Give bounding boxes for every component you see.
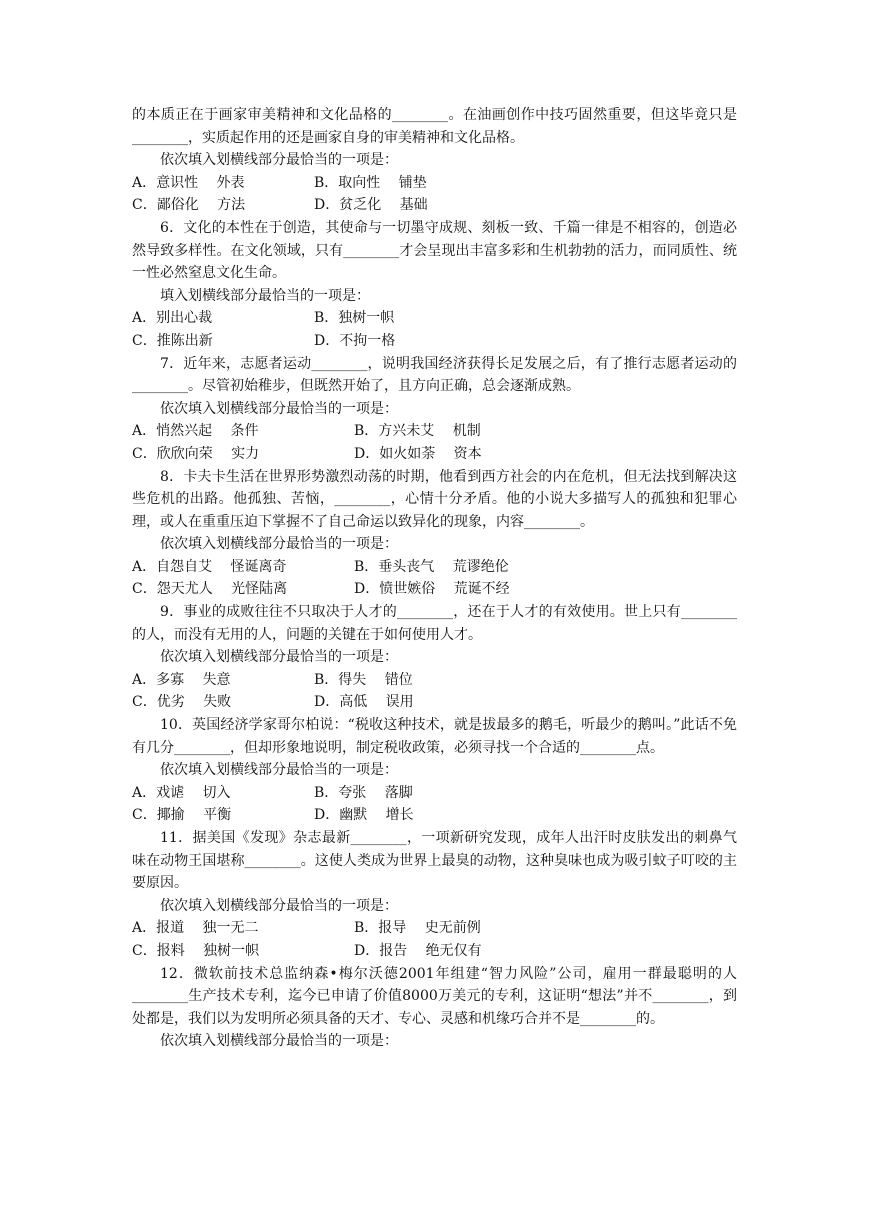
paragraph: 依次填入划横线部分最恰当的一项是： [160,897,398,914]
paragraph: 依次填入划横线部分最恰当的一项是： [160,649,398,666]
option-right: B．取向性 铺垫 [314,174,427,191]
paragraph: 的本质正在于画家审美精神和文化品格的________。在油画创作中技巧固然重要，但这毕竟只是________，实质起作用的还是画家自身的审美精神和文化品格。 [132,107,737,146]
option-row [132,782,737,805]
option-right: D．报告 绝无仅有 [354,942,482,959]
option-left: A．多寡 失意 [132,671,231,688]
option-left: C．优劣 失败 [132,694,232,711]
option-left: A．自怨自艾 怪诞离奇 [132,558,287,575]
option-right: B．得失 错位 [314,671,413,688]
option-left: A．别出心裁 [132,310,213,327]
paragraph: 6．文化的本性在于创造，其使命与一切墨守成规、刻板一致、千篇一律是不相容的，创造必然导致多样性。在文化领域，只有________才会呈现出丰富多彩和生机勃勃的活力，而同质性、统一性必然窒息文化生命。 [132,219,737,282]
option-left: C．鄙俗化 方法 [132,197,246,214]
paragraph: 10．英国经济学家哥尔柏说：“税收这种技术，就是拔最多的鹅毛，听最少的鹅叫。”此话不免有几分________，但却形象地说明，制定税收政策，必须寻找一个合适的________点。 [132,717,737,756]
option-right: B．垂头丧气 荒谬绝伦 [354,558,509,575]
option-row [132,940,737,963]
option-right: B．方兴未艾 机制 [354,423,481,440]
option-row [132,691,737,714]
option-left: A．戏谑 切入 [132,784,231,801]
paragraph: 7．近年来，志愿者运动________，说明我国经济获得长足发展之后，有了推行志愿者运动的________。尽管初始稚步，但既然开始了，且方向正确，总会逐渐成熟。 [132,355,737,395]
option-left: A．意识性 外表 [132,174,245,191]
document-content [132,104,737,1053]
option-row [132,804,737,827]
option-right: B．报导 史无前例 [354,920,481,937]
option-row [132,194,737,217]
option-right: D．不拘一格 [314,332,396,349]
paragraph: 依次填入划横线部分最恰当的一项是： [160,1033,398,1050]
option-left: C．推陈出新 [132,332,213,349]
option-right: D．贫乏化 基础 [314,197,428,214]
option-left: C．欣欣向荣 实力 [132,445,260,462]
option-row [132,330,737,353]
option-row [132,669,737,692]
option-right: D．如火如荼 资本 [354,445,482,462]
option-row [132,917,737,940]
paragraph: 12．微软前技术总监纳森•梅尔沃德2001年组建“智力风险”公司，雇用一群最聪明的人________生产技术专利，迄今已申请了价值8000万美元的专利，这证明“想法”并不________，到处都是，我们以为发明所必须具备的天才、专心、灵感和机缘巧合并不是________的。 [132,965,737,1027]
option-right: D．愤世嫉俗 荒诞不经 [354,581,510,598]
option-right: D．幽默 增长 [314,807,414,824]
option-right: B．独树一帜 [314,310,395,327]
option-right: D．高低 误用 [314,694,414,711]
paragraph: 填入划横线部分最恰当的一项是： [160,287,370,304]
paragraph: 依次填入划横线部分最恰当的一项是： [160,152,398,169]
paragraph: 依次填入划横线部分最恰当的一项是： [160,536,398,553]
option-row [132,307,737,330]
option-row [132,420,737,443]
paragraph: 11．据美国《发现》杂志最新________，一项新研究发现，成年人出汗时皮肤发出的刺鼻气味在动物王国堪称________。这使人类成为世界上最臭的动物，这种臭味也成为吸引蚊子叮咬的主要原因。 [132,830,737,892]
option-left: C．报料 独树一帜 [132,942,260,959]
option-left: A．报道 独一无二 [132,920,259,937]
option-row [132,556,737,579]
option-row [132,172,737,195]
option-left: A．悄然兴起 条件 [132,423,259,440]
option-left: C．怨天尤人 光怪陆离 [132,581,288,598]
option-right: B．夸张 落脚 [314,784,413,801]
paragraph: 9．事业的成败往往不只取决于人才的________，还在于人才的有效使用。世上只有________的人，而没有无用的人，问题的关键在于如何使用人才。 [132,604,737,643]
option-row [132,578,737,601]
option-left: C．揶揄 平衡 [132,807,232,824]
option-row [132,443,737,466]
paragraph: 依次填入划横线部分最恰当的一项是： [160,762,398,779]
paragraph: 8．卡夫卡生活在世界形势激烈动荡的时期，他看到西方社会的内在危机，但无法找到解决这些危机的出路。他孤独、苦恼，________，心情十分矛盾。他的小说大多描写人的孤独和犯罪心理，或人在重重压迫下掌握不了自己命运以致异化的现象，内容________。 [132,468,737,530]
paragraph: 依次填入划横线部分最恰当的一项是： [160,400,398,417]
